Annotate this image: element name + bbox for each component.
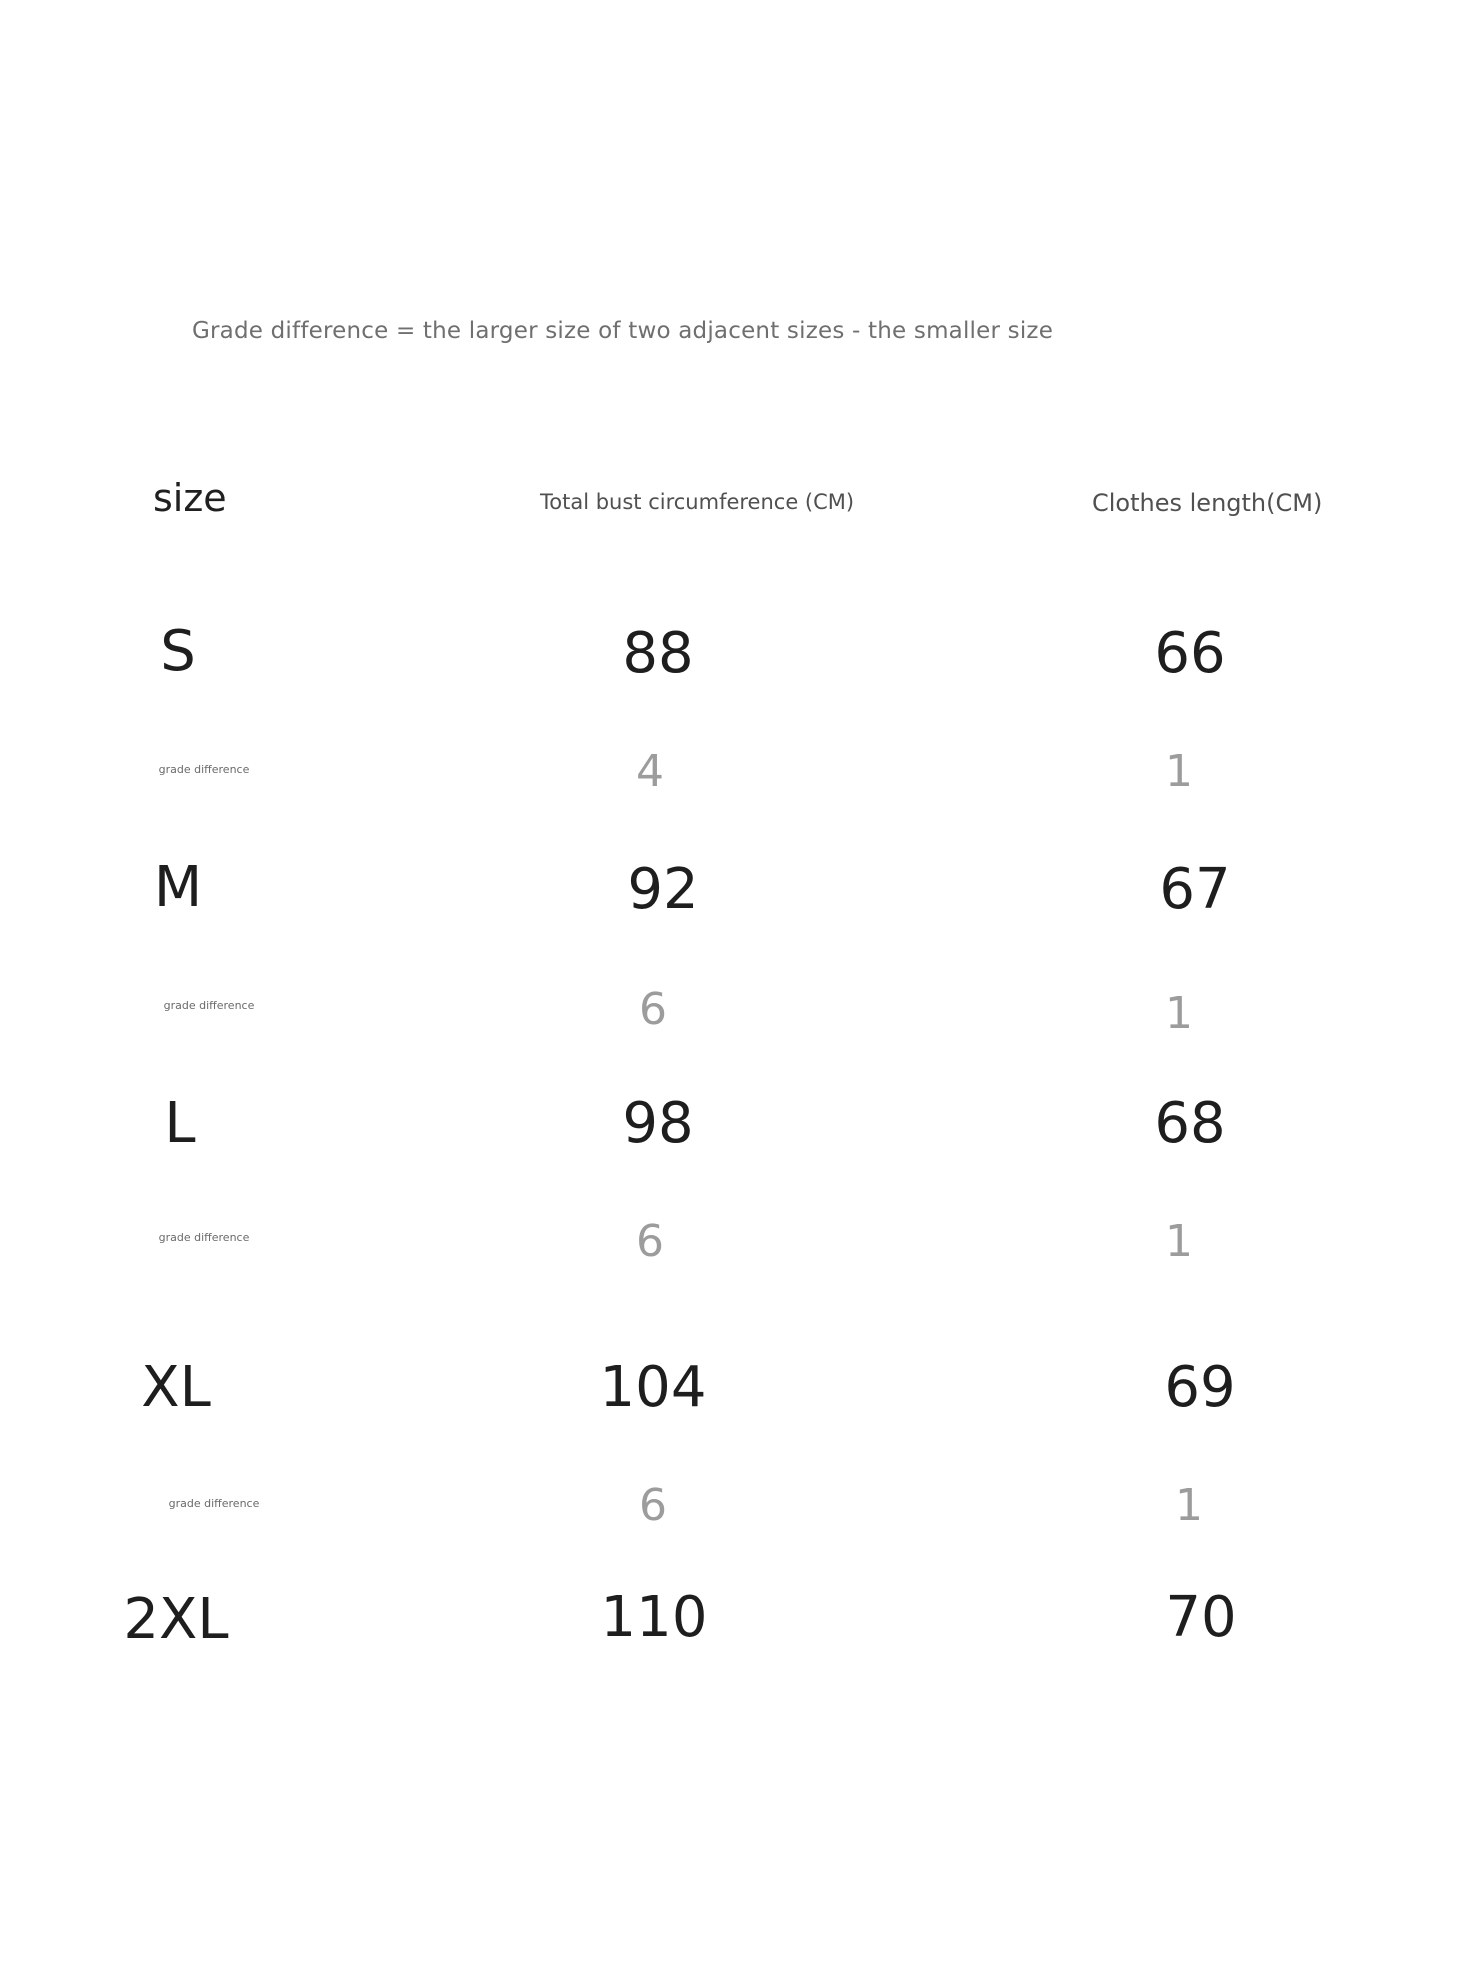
length-difference-1: 1 (1165, 746, 1193, 797)
bust-value-2xl: 110 (600, 1585, 708, 1650)
grade-difference-note: Grade difference = the larger size of two adjacent sizes - the smaller size (192, 318, 1054, 344)
length-difference-3: 1 (1165, 1216, 1193, 1267)
bust-difference-1: 4 (636, 746, 664, 797)
length-difference-2: 1 (1165, 988, 1193, 1039)
bust-value-l: 98 (622, 1091, 694, 1156)
length-difference-4: 1 (1175, 1480, 1203, 1531)
size-label-l: L (164, 1091, 196, 1156)
size-label-xl: XL (141, 1355, 211, 1420)
bust-value-m: 92 (627, 857, 699, 922)
size-label-2xl: 2XL (123, 1587, 229, 1652)
length-value-s: 66 (1154, 621, 1226, 686)
grade-difference-label-3: grade difference (158, 1231, 250, 1244)
length-value-xl: 69 (1164, 1355, 1236, 1420)
grade-difference-label-2: grade difference (163, 999, 255, 1012)
bust-difference-3: 6 (636, 1216, 664, 1267)
length-value-2xl: 70 (1165, 1585, 1237, 1650)
size-label-m: M (153, 855, 203, 920)
header-clothes-length: Clothes length(CM) (1092, 489, 1323, 517)
size-label-s: S (160, 619, 196, 684)
length-value-m: 67 (1159, 857, 1231, 922)
bust-difference-2: 6 (639, 984, 667, 1035)
grade-difference-label-4: grade difference (168, 1497, 260, 1510)
length-value-l: 68 (1154, 1091, 1226, 1156)
bust-value-s: 88 (622, 621, 694, 686)
header-bust-circumference: Total bust circumference (CM) (540, 490, 855, 514)
grade-difference-label-1: grade difference (158, 763, 250, 776)
bust-difference-4: 6 (639, 1480, 667, 1531)
header-size: size (153, 476, 227, 520)
bust-value-xl: 104 (599, 1355, 707, 1420)
